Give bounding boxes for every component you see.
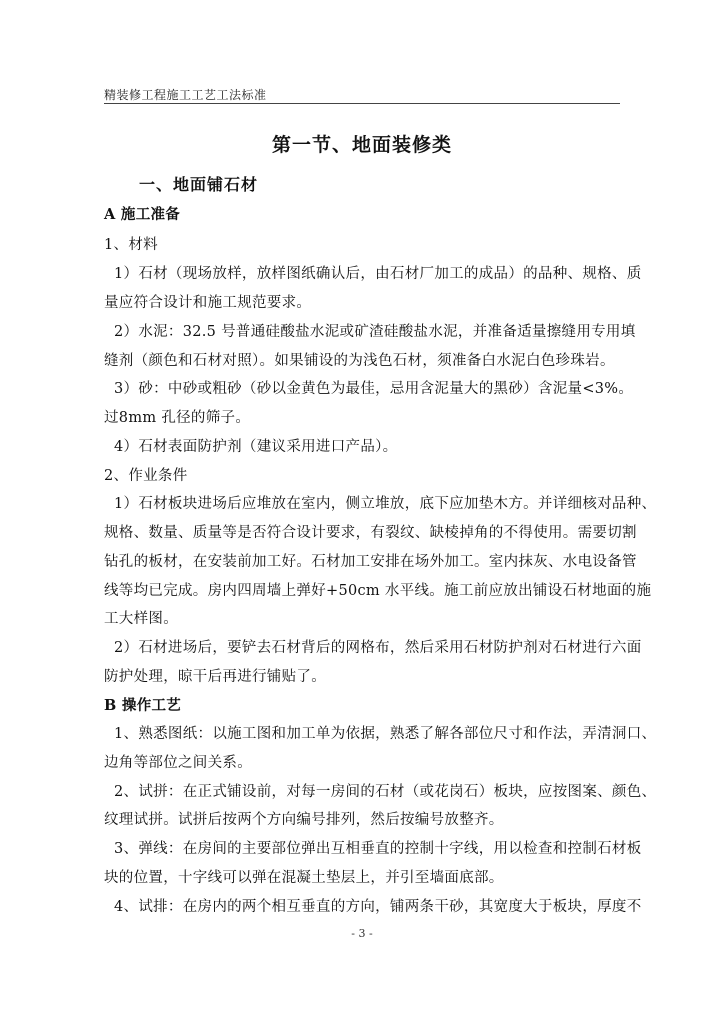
section-title: 第一节、地面装修类 (271, 134, 452, 156)
paragraph-line: 3）砂：中砂或粗砂（砂以金黄色为最佳，忌用含泥量大的黑砂）含泥量<3%。 (114, 381, 634, 397)
page-number: - 3 - (351, 927, 373, 940)
item-work-conditions-heading: 2、作业条件 (104, 468, 188, 484)
paragraph-line: 块的位置，十字线可以弹在混凝土垫层上，并引至墙面底部。 (104, 870, 504, 886)
paragraph-line: 缝剂（颜色和石材对照）。如果铺设的为浅色石材，须准备白水泥白色珍珠岩。 (104, 353, 615, 369)
subsection-title: 一、地面铺石材 (139, 175, 259, 194)
paragraph-line: 过8mm 孔径的筛子。 (104, 410, 251, 426)
header-divider (104, 103, 620, 104)
paragraph-line: 防护处理，晾干后再进行铺贴了。 (104, 669, 326, 685)
running-header: 精装修工程施工工艺工法标准 (104, 88, 267, 102)
paragraph-line: 3、弹线：在房间的主要部位弹出互相垂直的控制十字线，用以检查和控制石材板 (114, 841, 642, 857)
paragraph-line: 规格、数量、质量等是否符合设计要求，有裂纹、缺棱掉角的不得使用。需要切割 (104, 525, 637, 541)
heading-a-preparation: A 施工准备 (104, 206, 181, 223)
paragraph-line: 线等均已完成。房内四周墙上弹好+50cm 水平线。施工前应放出铺设石材地面的施 (104, 583, 652, 599)
paragraph-line: 1）石材板块进场后应堆放在室内，侧立堆放，底下应加垫木方。并详细核对品种、 (114, 496, 657, 512)
paragraph-line: 2、试拼：在正式铺设前，对每一房间的石材（或花岗石）板块，应按图案、颜色、 (114, 784, 657, 800)
paragraph-line: 1）石材（现场放样，放样图纸确认后，由石材厂加工的成品）的品种、规格、质 (114, 266, 642, 282)
paragraph-line: 纹理试拼。试拼后按两个方向编号排列，然后按编号放整齐。 (104, 812, 504, 828)
heading-b-operation: B 操作工艺 (104, 697, 182, 714)
item-materials-heading: 1、材料 (104, 237, 158, 253)
paragraph-line: 边角等部位之间关系。 (104, 755, 252, 771)
paragraph-line: 1、熟悉图纸：以施工图和加工单为依据，熟悉了解各部位尺寸和作法，弄清洞口、 (114, 726, 657, 742)
paragraph-line: 工大样图。 (104, 611, 178, 627)
paragraph-line: 2）石材进场后，要铲去石材背后的网格布，然后采用石材防护剂对石材进行六面 (114, 640, 642, 656)
paragraph-line: 量应符合设计和施工规范要求。 (104, 295, 312, 311)
paragraph-line: 4、试排：在房内的两个相互垂直的方向，铺两条干砂，其宽度大于板块，厚度不 (114, 899, 642, 915)
paragraph-line: 2）水泥：32.5 号普通硅酸盐水泥或矿渣硅酸盐水泥，并准备适量擦缝用专用填 (114, 324, 636, 340)
paragraph-line: 4）石材表面防护剂（建议采用进口产品）。 (114, 439, 398, 455)
paragraph-line: 钻孔的板材，在安装前加工好。石材加工安排在场外加工。室内抹灰、水电设备管 (104, 554, 637, 570)
